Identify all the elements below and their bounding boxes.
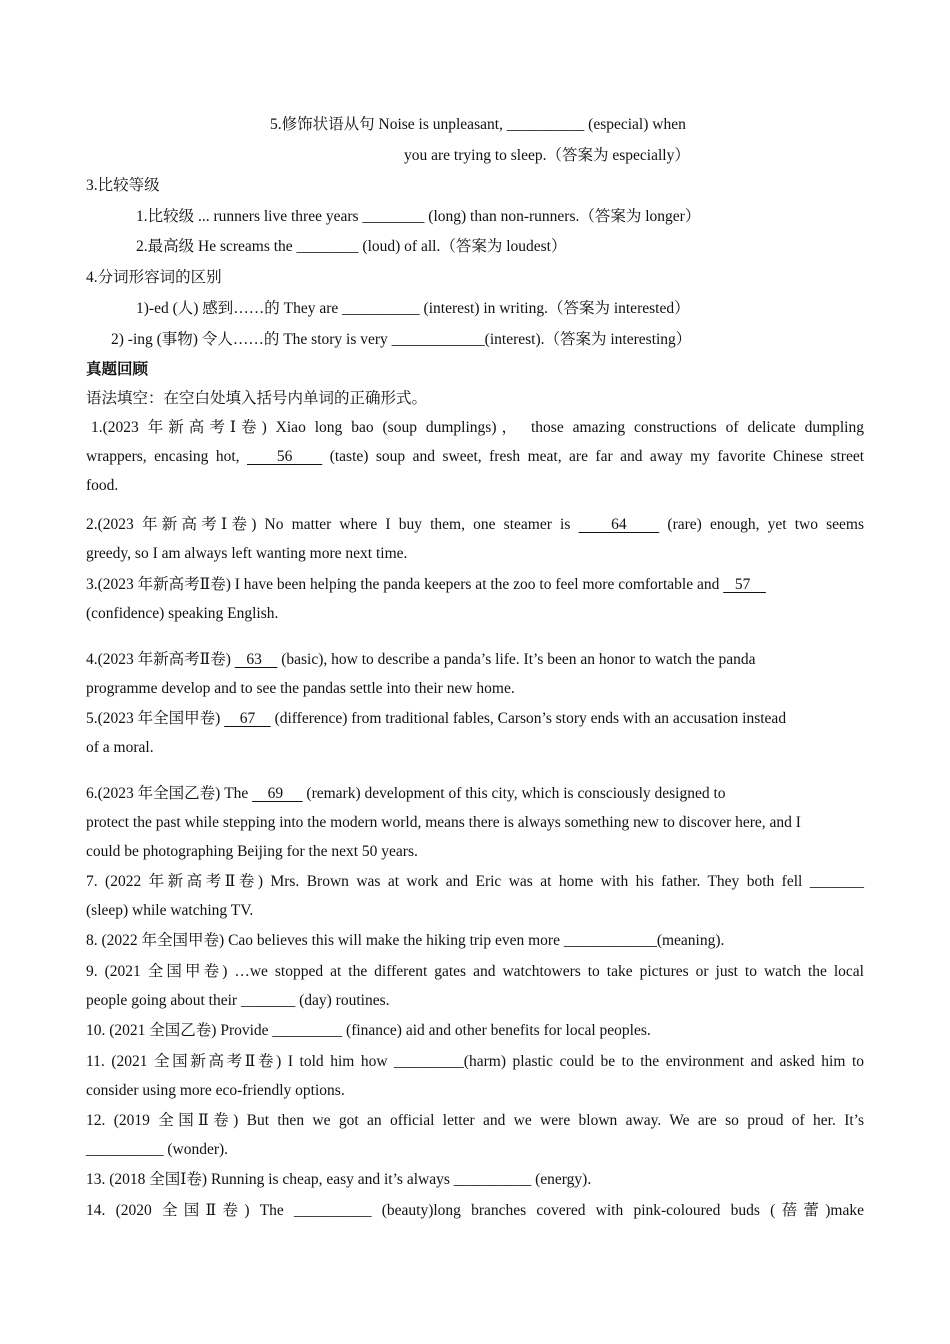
- question-1-line3: food.: [86, 477, 119, 494]
- adverbial-clause-item-line2: you are trying to sleep.（答案为 especially）: [404, 147, 690, 164]
- question-5-line1: 5.(2023 年全国甲卷) 67 (difference) from traditional fables, Carson’s story ends with an accusation instead: [86, 710, 787, 727]
- question-6-line3: could be photographing Beijing for the next 50 years.: [86, 843, 418, 860]
- adverbial-clause-item-line1: 5.修饰状语从句 Noise is unpleasant, __________ (especial) when: [270, 116, 686, 133]
- answer-blank-57[interactable]: 57: [723, 576, 766, 593]
- comparative-item: 1.比较级 ... runners live three years ________ (long) than non-runners.（答案为 longer）: [136, 208, 701, 225]
- question-9-line2: people going about their _______ (day) routines.: [86, 992, 390, 1009]
- question-2-line1: 2.(2023 年新高考Ⅰ卷) No matter where I buy them, one steamer is 64 (rare) enough, yet two seems: [86, 516, 864, 533]
- answer-blank-63[interactable]: 63: [234, 651, 278, 668]
- question-9-line1: 9. (2021 全国甲卷) …we stopped at the different gates and watchtowers to take pictures or just to watch the local: [86, 963, 864, 980]
- question-1-line2: wrappers, encasing hot, 56 (taste) soup and sweet, fresh meat, are far and away my favorite Chinese street: [86, 448, 865, 465]
- question-3-line1: 3.(2023 年新高考Ⅱ卷) I have been helping the panda keepers at the zoo to feel more comfortable and 57: [86, 576, 766, 593]
- ed-adjective-item: 1)-ed (人) 感到……的 They are __________ (interest) in writing.（答案为 interested）: [136, 300, 690, 317]
- question-6-line2: protect the past while stepping into the modern world, means there is always something new to discover here, and I: [86, 814, 801, 831]
- question-11-line1: 11. (2021 全国新高考Ⅱ卷) I told him how _________(harm) plastic could be to the environment and asked him to: [86, 1053, 864, 1070]
- answer-blank-64[interactable]: 64: [578, 516, 660, 533]
- section-heading-participle-adjectives: 4.分词形容词的区别: [86, 269, 222, 286]
- ing-adjective-item: 2) -ing (事物) 令人……的 The story is very ____________(interest).（答案为 interesting）: [111, 331, 692, 348]
- answer-blank-69[interactable]: 69: [252, 785, 303, 802]
- answer-blank-67[interactable]: 67: [224, 710, 271, 727]
- superlative-item: 2.最高级 He screams the ________ (loud) of all.（答案为 loudest）: [136, 238, 567, 255]
- section-title-past-exams: 真题回顾: [86, 361, 149, 378]
- question-10-line1: 10. (2021 全国乙卷) Provide _________ (finance) aid and other benefits for local peoples.: [86, 1022, 651, 1039]
- question-11-line2: consider using more eco-friendly options.: [86, 1082, 345, 1099]
- question-14-line1: 14. (2020 全国Ⅱ卷) The __________ (beauty)long branches covered with pink-coloured buds (蓓蕾)make: [86, 1202, 864, 1219]
- question-12-line1: 12. (2019 全国Ⅱ卷) But then we got an official letter and we were blown away. We are so proud of her. It’s: [86, 1112, 864, 1129]
- question-12-line2: __________ (wonder).: [86, 1141, 229, 1158]
- question-7-line1: 7. (2022 年新高考Ⅱ卷) Mrs. Brown was at work and Eric was at home with his father. They both fell _______: [86, 873, 864, 890]
- question-1-line1: 1.(2023 年新高考Ⅰ卷) Xiao long bao (soup dumplings)， those amazing constructions of delicate dumpling: [91, 419, 864, 436]
- instruction-text: 语法填空：在空白处填入括号内单词的正确形式。: [86, 390, 428, 407]
- section-heading-comparison: 3.比较等级: [86, 177, 160, 194]
- question-2-line2: greedy, so I am always left wanting more next time.: [86, 545, 408, 562]
- question-4-line2: programme develop and to see the pandas settle into their new home.: [86, 680, 515, 697]
- question-5-line2: of a moral.: [86, 739, 154, 756]
- question-13-line1: 13. (2018 全国Ⅰ卷) Running is cheap, easy and it’s always __________ (energy).: [86, 1171, 592, 1188]
- question-4-line1: 4.(2023 年新高考Ⅱ卷) 63 (basic), how to describe a panda’s life. It’s been an honor to watch the panda: [86, 651, 756, 668]
- question-8-line1: 8. (2022 年全国甲卷) Cao believes this will make the hiking trip even more ____________(meaning).: [86, 932, 725, 949]
- answer-blank-56[interactable]: 56: [247, 448, 323, 465]
- question-6-line1: 6.(2023 年全国乙卷) The 69 (remark) development of this city, which is consciously designed to: [86, 785, 726, 802]
- question-3-line2: (confidence) speaking English.: [86, 605, 279, 622]
- question-7-line2: (sleep) while watching TV.: [86, 902, 254, 919]
